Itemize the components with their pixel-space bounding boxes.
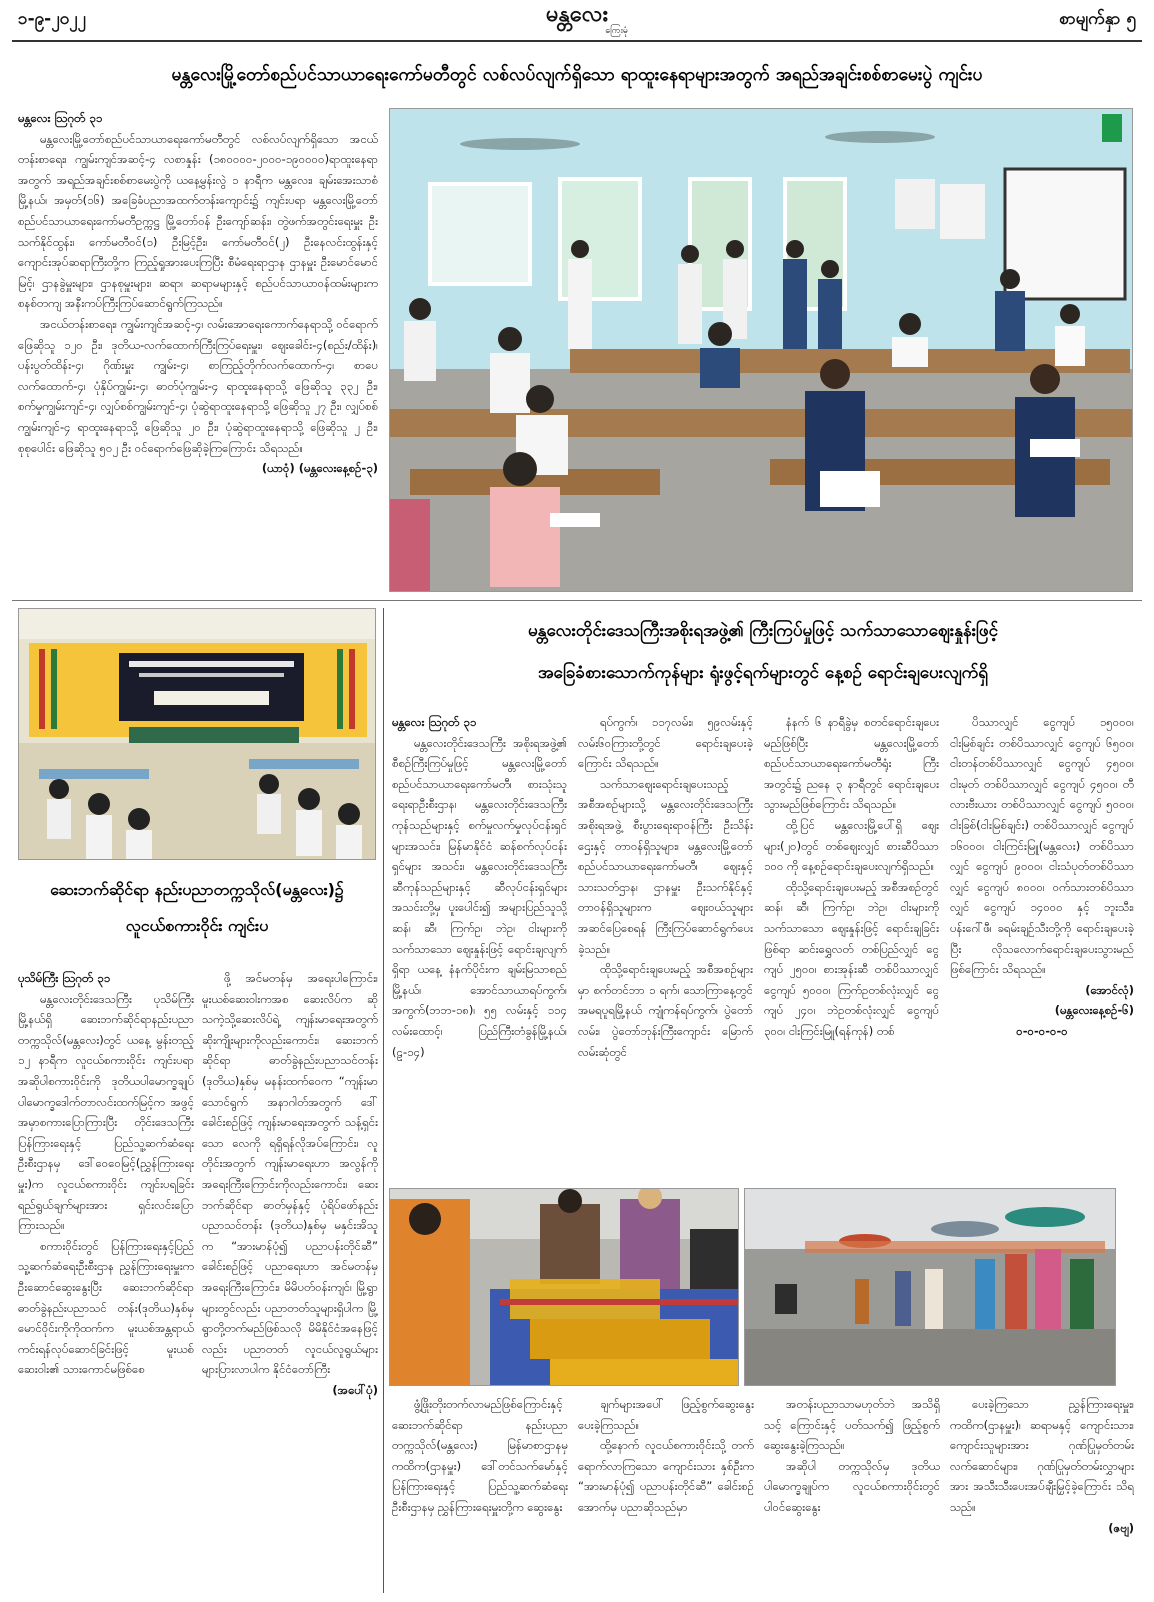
article3-credit1: (အောင်လုံ) [1085, 982, 1134, 997]
article2-cont4 [950, 1394, 1134, 1594]
article2-dateline: ပုသိမ်ကြီး ဩဂုတ် ၃၁ [18, 971, 111, 985]
article1-body [18, 108, 378, 593]
article3-paragraph: ထိုသို့ရောင်းချပေးမည့် အစီအစဉ်များမှာ စက်တင်ဘာ ၁ ရက်၊ သောကြာနေ့တွင် အမရပူရမြို့နယ် ကျုံကန်ရပ်ကွက်၊ ပွဲတော်လမ်း၊ ပွဲတော်ဘုန်းကြီးကျောင်း မြောက်လမ်းဆုံတွင် [578, 962, 753, 1059]
article2-photo-credit: (အပေါ်ပုံ) [332, 1382, 378, 1397]
article3-col1 [392, 712, 567, 1180]
article3-headline [392, 610, 1134, 702]
issue-date: ၁-၉-၂၀၂၂ [18, 9, 86, 29]
page-header [0, 0, 1154, 42]
header-rule [12, 40, 1142, 42]
article1-credit: (ယာဝုံ) (မန္တလေးနေ့စဉ်-၃) [261, 461, 378, 476]
article3-headline-line2: အခြေခံစားသောက်ကုန်များ ရုံးဖွင့်ရက်များတွင် နေ့စဉ် ရောင်းချပေးလျက်ရှိ [537, 663, 989, 683]
article1-paragraph: မန္တလေးမြို့တော်စည်ပင်သာယာရေးကော်မတီတွင် လစ်လပ်လျက်ရှိသော အငယ်တန်းစာရေး၊ ကျွမ်းကျင်အဆင့်-၄ လစာနှုန်း (၁၈၀၀၀၀-၂၀၀၀-၁၉၀၀၀၀)ရာထူးနေရာအတွက် အရည်အချင်းစစ်စာမေးပွဲကို ယနေ့မွန်းလွဲ ၁ နာရီက မန္တလေး၊ ချမ်းအေးသာစံမြို့နယ်၊ အမှတ်(၁၆) အခြေခံပညာအထက်တန်းကျောင်း၌ ကျင်းပရာ မန္တလေးမြို့တော်စည်ပင်သာယာရေးကော်မတီဥက္ကဋ္ဌ မြို့တော်ဝန် ဦးကျော်ဆန်း၊ တွဲဖက်အတွင်းရေးမှူး ဦးသက်နိုင်ထွန်း၊ ကော်မတီဝင်(၁) ဦးမြင့်ဦး၊ ကော်မတီဝင်(၂) ဦးနေလင်းထွန်းနှင့် ကျောင်းအုပ်ဆရာကြီးတို့က ကြည့်ရှုအားပေးကြပြီး စီမံရေးရာဌာန ဌာနမှူး ဦးမောင်မောင်မြင့်၊ ဌာနခွဲမှူးများ၊ ဌာနစုမှူးများ၊ ဆရာ၊ ဆရာမများနှင့် စည်ပင်သာယာဝန်ထမ်းများက စနစ်တကျ အနီးကပ်ကြီးကြပ်ဆောင်ရွက်ကြသည်။ [18, 131, 378, 311]
market-sale-photo-left [389, 1188, 739, 1386]
article2-paragraph: ချက်များအပေါ် ဖြည့်စွက်ဆွေးနွေးပေးခဲ့ကြသည်။ [578, 1397, 754, 1432]
masthead-subtitle: ကြေးမုံ [605, 26, 628, 36]
article3-paragraph: နံနက် ၆ နာရီခွဲမှ စတင်ရောင်းချပေးမည်ဖြစ်ပြီး မန္တလေးမြို့တော်စည်ပင်သာယာရေးကော်မတီရုံး ကြီးအတွင်း၌ ညနေ ၃ နာရီတွင် ရောင်းချပေးသွားမည်ဖြစ်ကြောင်း သိရသည်။ [764, 715, 939, 812]
article3-end-mark: ၀-၀-၀-၀-၀ [1016, 1023, 1068, 1038]
article1-dateline: မန္တလေး ဩဂုတ် ၃၁ [18, 111, 103, 125]
article3-paragraph: ပိဿာလျှင် ငွေကျပ် ၁၅၀၀၀၊ ငါးမြစ်ချင်း တစ်ပိဿာလျှင် ငွေကျပ် ၆၅၀၀၊ ငါးတန်တစ်ပိဿာလျှင် ငွေကျပ် ၄၅၀၀၊ ငါးမုတ် တစ်ပိဿာလျှင် ငွေကျပ် ၄၅၀၀၊ တီလားဗီးယား တစ်ပိဿာလျှင် ငွေကျပ် ၅၀၀၀၊ ငါးခြစ်(ငါးမြစ်ချင်း) တစ်ပိဿာလျှင် ငွေကျပ် ၁၆၀၀၀၊ ငါးကြင်းမြူ(မန္တလေး) တစ်ပိဿာလျှင် ငွေကျပ် ၉၀၀၀၊ ငါးသံပုတ်တစ်ပိဿာလျှင် ငွေကျပ် ၈၀၀၀၊ ဝက်သားတစ်ပိဿာလျှင် ငွေကျပ် ၁၄၀၀၀ နှင့် ဘူးသီး၊ ပန်းဂေါ်ဖီ၊ ခရမ်းချဉ်သီးတို့ကို ရောင်းချပေးခဲ့ပြီး လိုသလောက်ရောင်းချပေးသွားမည်ဖြစ်ကြောင်း သိရသည်။ [950, 715, 1134, 977]
page-number: စာမျက်နှာ ၅ [1059, 9, 1136, 29]
article2-paragraph: စကားဝိုင်းတွင် ပြန်ကြားရေးနှင့်ပြည်သူ့ဆက်ဆံရေးဦးစီးဌာန ညွှန်ကြားရေးမှူးက ဦးဆောင်ဆွေးနွေးပြီး ဆေးဘက်ဆိုင်ရာ ဓာတ်ခွဲနည်းပညာသင် တန်း(ဒုတိယ)နှစ်မှ မောင်ဝိုင်းကိုကိုထက်က မူးယစ်အန္တရာယ် ကင်းရန်လုပ်ဆောင်ခြင်းဖြင့် မူးယစ်ဆေးဝါး၏ သားကောင်မဖြစ်စေ [18, 1238, 194, 1377]
article2-end-credit: (ဇဗျ) [1108, 1520, 1134, 1535]
masthead-logo [512, 2, 642, 36]
article1-headline: မန္တလေးမြို့တော်စည်ပင်သာယာရေးကော်မတီတွင် လစ်လပ်လျက်ရှိသော ရာထူးနေရာများအတွက် အရည်အချင်းစစ်စာမေးပွဲ ကျင်းပ [171, 65, 983, 85]
article2-headline [18, 872, 376, 962]
column-divider [383, 608, 384, 1593]
article3-col4 [950, 712, 1134, 1180]
article3-col2 [578, 712, 753, 1180]
article3-paragraph: သက်သာဈေးရောင်းချပေးသည့် အစီအစဉ်များသို့ မန္တလေးတိုင်းဒေသကြီးအစိုးရအဖွဲ့ စီးပွားရေးရာဝန်ကြီး ဦးသိန်းဌေးနှင့် တာဝန်ရှိသူများ၊ မန္တလေးမြို့တော်စည်ပင်သာယာရေးကော်မတီ၊ ဈေးနှင့် သားသတ်ဌာန၊ ဌာနမှူး ဦးသက်နိုင်နှင့် တာဝန်ရှိသူများက ဈေးဝယ်သူများ အဆင်ပြေစေရန် ကြီးကြပ်ဆောင်ရွက်ပေးခဲ့သည်။ [578, 776, 753, 956]
article2-paragraph: ထို့နောက် လူငယ်စကားဝိုင်းသို့ တက်ရောက်လာကြသော ကျောင်းသား နှစ်ဦးက “အားမာန်ပုံ၍ ပညာပန်းတိုင်ဆီ” ခေါင်းစဉ်အောက်မှ ပညာဆိုသည်မှာ [578, 1438, 754, 1514]
article2-headline-line1: ဆေးဘက်ဆိုင်ရာ နည်းပညာတက္ကသိုလ်(မန္တလေး)၌ [50, 880, 344, 899]
article3-paragraph: ထို့ပြင် မန္တလေးမြို့ပေါ်ရှိ ဈေးများ(၂၀)တွင် တစ်ဈေးလျှင် စားဆီပိဿာ ၁၀၀ ကို နေ့စဉ်ရောင်းချပေးလျက်ရှိသည်။ [764, 817, 939, 874]
article3-headline-line1: မန္တလေးတိုင်းဒေသကြီးအစိုးရအဖွဲ့၏ ကြီးကြပ်မှုဖြင့် သက်သာသောဈေးနှုန်းဖြင့် [527, 621, 999, 641]
article3-paragraph: ထိုသို့ရောင်းချပေးမည့် အစီအစဉ်တွင် ဆန်၊ ဆီ၊ ကြက်ဥ၊ ဘဲဥ၊ ငါးများကို သက်သာသော ဈေးနှုန်းဖြင့် ရောင်းချခြင်းဖြစ်ရာ ဆင်းရွှေလတ် တစ်ပြည်လျှင် ငွေကျပ် ၂၅၀၀၊ စားအုန်းဆီ တစ်ပိဿာလျှင် ငွေကျပ် ၅၀၀၀၊ ကြက်ဥတစ်လုံးလျှင် ငွေကျပ် ၂၄၀၊ ဘဲဥတစ်လုံးလျှင် ငွေကျပ် ၃၀၀၊ ငါးကြင်းမြူ(ရန်ကုန်) တစ် [764, 879, 939, 1038]
masthead-title: မန္တလေး [545, 1, 609, 27]
article2-paragraph: ပေးခဲ့ကြသော ညွှန်ကြားရေးမှူး၊ ကထိက(ဌာနမှူး)၊ ဆရာမနှင့် ကျောင်းသား၊ ကျောင်းသူများအား ဂုဏ်ပြုမှတ်တမ်းလက်ဆောင်များ၊ ဂုဏ်ပြုမှတ်တမ်းလွှာများအား အသီးသီးပေးအပ်ချီးမြှင့်ခဲ့ကြောင်း သိရသည်။ [950, 1397, 1134, 1514]
article2-paragraph: ဖို့ အင်မတန်မှ အရေးပါကြောင်း၊ မူးယစ်ဆေးဝါးကအစ ဆေးလိပ်က ဆိုသကဲ့သို့ဆေးလိပ်ရဲ့ ကျန်းမာရေးအတွက် ဆိုးကျိုးများကိုလည်းကောင်း၊ ဆေးဘက်ဆိုင်ရာ ဓာတ်ခွဲနည်းပညာသင်တန်း (ဒုတိယ)နှစ်မှ မနန်းထက်ဝေက “ကျန်းမာသောင်ရွက် အနာဂါတ်အတွက် ဒေါ်ခေါင်းစဉ်ဖြင့် ကျန်းမာရေးအတွက် သန့်ရှင်းသော လေကို ရရှိရန်လိုအပ်ကြောင်း၊ လူတိုင်းအတွက် ကျန်းမာရေးဟာ အလွန်ကို အရေးကြီးကြောင်းကိုလည်းကောင်း၊ ဆေးဘက်ဆိုင်ရာ ဓာတ်မှန်နှင့် ပုံရိပ်ဖော်နည်းပညာသင်တန်း (ဒုတိယ)နှစ်မှ မနှင်းအိသူက “အားမာန်ပုံ၍ ပညာပန်းတိုင်ဆီ” ခေါင်းစဉ်ဖြင့် ပညာရေးဟာ အင်မတန်မှ အရေးကြီးကြောင်း၊ မိမိပတ်ဝန်းကျင်၊ မြို့ရွာများတွင်လည်း ပညာတတ်သူများရှိပါက မြို့ရွာတို့တက်မည်ဖြစ်သလို မိမိနိုင်ငံအနေဖြင့်လည်း ပညာတတ် လူငယ်လူရွယ်များ များပြားလာပါက နိုင်ငံတော်ကြီး [202, 971, 378, 1377]
article2-headline-line2: လူငယ်စကားဝိုင်း ကျင်းပ [125, 916, 269, 935]
article2-col1 [18, 968, 194, 1593]
article3-paragraph: ရပ်ကွက်၊ ၁၁၇လမ်း၊ ၅၉လမ်းနှင့် လမ်း၆၀ကြားတို့တွင် ရောင်းချပေးခဲ့ကြောင်း သိရသည်။ [578, 715, 753, 771]
article3-credit2: (မန္တလေးနေ့စဉ်-၆) [1054, 1003, 1134, 1018]
section-divider [12, 600, 1142, 601]
article3-paragraph: မန္တလေးတိုင်းဒေသကြီး အစိုးရအဖွဲ့၏ စီစဉ်ကြီးကြပ်မှုဖြင့် မန္တလေးမြို့တော်စည်ပင်သာယာရေးကော်မတီ၊ စားသုံးသူရေးရာဦးစီးဌာန၊ မန္တလေးတိုင်းဒေသကြီး ကုန်သည်များနှင့် စက်မှုလက်မှုလုပ်ငန်းရှင်များအသင်း၊ မြန်မာနိုင်ငံ ဆန်စက်လုပ်ငန်းရှင်များ အသင်း၊ မန္တလေးတိုင်းဒေသကြီး ဆီကုန်သည်များနှင့် ဆီလုပ်ငန်းရှင်များအသင်းတို့မှ ပူးပေါင်း၍ အများပြည်သူသို့ ဆန်၊ ဆီ၊ ကြက်ဥ၊ ဘဲဥ၊ ငါးများကို သက်သာသော ဈေးနှုန်းဖြင့် ရောင်းချလျက်ရှိရာ ယနေ့ နံနက်ပိုင်းက ချမ်းမြသာစည်မြို့နယ်၊ အောင်သာယာရပ်ကွက်၊ အကွက်(ဘဘ-၁၈)၊ ၅၅ လမ်းနှင့် ၁၁၄ လမ်းထောင့်၊ ပြည်ကြီးတံခွန်မြို့နယ်၊ (ဠ-၁၄) [392, 735, 567, 1059]
article3-dateline: မန္တလေး ဩဂုတ် ၃၁ [392, 715, 477, 729]
article2-cont3 [764, 1394, 940, 1594]
exam-hall-photo [389, 108, 1133, 592]
youth-forum-photo [18, 608, 376, 860]
article2-paragraph: အတန်းပညာသာမဟုတ်ဘဲ အသိရှိသင့် ကြောင်းနှင့် ပတ်သက်၍ ဖြည့်စွက်ဆွေးနွေးခဲ့ကြသည်။ [764, 1397, 940, 1453]
article2-paragraph: အဆိုပါ တက္ကသိုလ်မှ ဒုတိယပါမောက္ခချုပ်က လူငယ်စကားဝိုင်းတွင် ပါဝင်ဆွေးနွေး [764, 1458, 940, 1514]
market-sale-photo-right [744, 1188, 1116, 1386]
article2-col2 [202, 968, 378, 1593]
article1-paragraph: အငယ်တန်းစာရေး၊ ကျွမ်းကျင်အဆင့်-၄၊ လမ်းအောရေးကောက်နေရာသို့ ဝင်ရောက်ဖြေဆိုသူ ၁၂၀ ဦး၊ ဒုတိယ-လက်ထောက်ကြီးကြပ်ရေးမှူး၊ ဈေးခေါင်း-၄(စည်း/ထိန်း)၊ ပန်းပွတ်ထိန်း-၄၊ ဂိုဏ်းမှူး ကျွမ်း-၄၊ စာကြည့်တိုက်လက်ထောက်-၄၊ စာပေလက်ထောက်-၄၊ ပုံနှိပ်ကျွမ်း-၄၊ ဓာတ်ပုံကျွမ်း-၄ ရာထူးနေရာသို့ ဖြေဆိုသူ ၃၃၂ ဦး၊ စက်မှုကျွမ်းကျင်-၄၊ လျှပ်စစ်ကျွမ်းကျင်-၄၊ ပုံဆွဲရာထူးနေရာသို့ ဖြေဆိုသူ ၂၇ ဦး၊ လျှပ်စစ်ကျွမ်းကျင်-၄ ရာထူးနေရာသို့ ဖြေဆိုသူ ၂၀ ဦး၊ ပုံဆွဲရာထူးနေရာသို့ ဖြေဆိုသူ ၂ ဦး၊ စုစုပေါင်း ဖြေဆိုသူ ၅၀၂ ဦး ဝင်ရောက်ဖြေဆိုခဲ့ကြကြောင်း သိရသည်။ [18, 316, 378, 455]
article2-paragraph: ဖွံ့ဖြိုးတိုးတက်လာမည်ဖြစ်ကြောင်းနှင့် ဆေးဘက်ဆိုင်ရာ နည်းပညာ တက္ကသိုလ်(မန္တလေး) မြန်မာစာဌာနမှ ကထိက(ဌာနမှူး) ဒေါ်တင်သက်မော်နှင့် ပြန်ကြားရေးနှင့် ပြည်သူ့ဆက်ဆံရေးဦးစီးဌာနမှ ညွှန်ကြားရေးမှူးတို့က ဆွေးနွေး [392, 1397, 568, 1514]
article2-paragraph: မန္တလေးတိုင်းဒေသကြီး ပုသိမ်ကြီးမြို့နယ်ရှိ ဆေးဘက်ဆိုင်ရာနည်းပညာ တက္ကသိုလ်(မန္တလေး)တွင် ယနေ့ မွန်းတည့် ၁၂ နာရီက လူငယ်စကားဝိုင်း ကျင်းပရာ အဆိုပါစကားဝိုင်းကို ဒုတိယပါမောက္ခချုပ် ပါမောက္ခဒေါက်တာလင်းထက်မြင့်က အဖွင့်အမှာစကားပြောကြားပြီး တိုင်းဒေသကြီး ပြန်ကြားရေးနှင့် ပြည်သူ့ဆက်ဆံရေးဦးစီးဌာနမှ ဒေါ်ဝေဝေမြင့်(ညွှန်ကြားရေးမှူး)က လူငယ်စကားဝိုင်း ကျင်းပရခြင်း ရည်ရွယ်ချက်များအား ရှင်းလင်းပြောကြားသည်။ [18, 991, 194, 1233]
article3-col3 [764, 712, 939, 1180]
article2-cont1 [392, 1394, 568, 1594]
article2-cont2 [578, 1394, 754, 1594]
